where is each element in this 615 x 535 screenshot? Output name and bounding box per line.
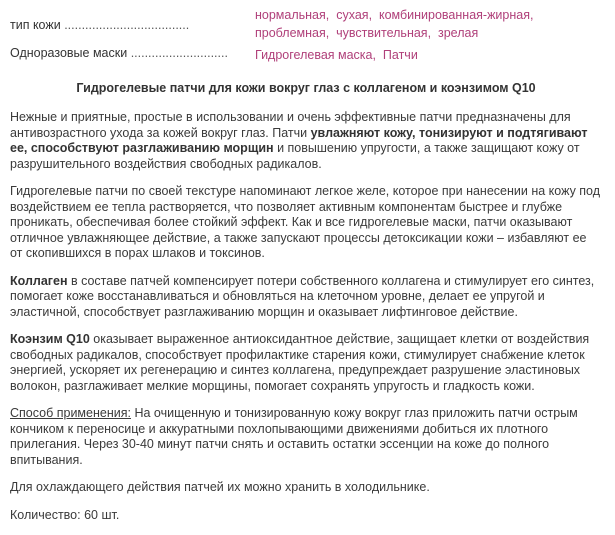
skin-type-link-dry[interactable]: сухая bbox=[336, 8, 369, 22]
skin-type-link-combination-oily[interactable]: комбинированная-жирная bbox=[378, 8, 530, 22]
skin-type-link-normal[interactable]: нормальная bbox=[255, 8, 326, 22]
property-values: Гидрогелевая маска, Патчи bbox=[255, 48, 418, 62]
texture-paragraph: Гидрогелевые патчи по своей текстуре напоминают легкое желе, которое при нанесении на кожу под воздействием ее тепла растворяется, что позволяет активным компонентам быстрее и глубже проникать, обеспечивая более стойкий эффект. Как и все гидрогелевые маски, патчи оказывают отличное увлажняющее действие, а также запускают процессы детоксикации кожи – избавляют ее от скопившихся в порах шлаков и токсинов. bbox=[10, 184, 601, 260]
mask-link-hydrogel[interactable]: Гидрогелевая маска bbox=[255, 48, 373, 62]
article-title: Гидрогелевые патчи для кожи вокруг глаз с коллагеном и коэнзимом Q10 bbox=[76, 81, 536, 95]
collagen-paragraph: Коллаген в составе патчей компенсирует потери собственного коллагена и стимулирует его синтез, помогает коже восстанавливаться и обновляться на клеточном уровне, делает ее упругой и эластичной, способствует разглаживанию морщин и оказывает лифтинговое действие. bbox=[10, 273, 595, 319]
property-values: нормальная, сухая, комбинированная-жирная, проблемная, чувствительная, зрелая bbox=[255, 8, 534, 40]
intro-paragraph: Нежные и приятные, простые в использовании и очень эффективные патчи предназначены для антивозрастного ухода за кожей вокруг глаз. Патчи увлажняют кожу, тонизируют и подтягивают ее, способствуют разглаживанию морщин и повышению упругости, а также защищают кожу от разрушительного воздействия свободных радикалов. bbox=[10, 110, 588, 171]
product-properties bbox=[0, 6, 615, 72]
storage-paragraph: Для охлаждающего действия патчей их можно хранить в холодильнике. bbox=[10, 480, 430, 494]
skin-type-link-problem[interactable]: проблемная bbox=[255, 26, 326, 40]
product-article bbox=[10, 80, 602, 535]
skin-type-link-mature[interactable]: зрелая bbox=[438, 26, 479, 40]
mask-link-patches[interactable]: Патчи bbox=[382, 48, 418, 62]
coenzyme-paragraph: Коэнзим Q10 оказывает выраженное антиоксидантное действие, защищает клетки от воздействия свободных радикалов, способствует профилактике старения кожи, стимулирует снабжение клеток энергией, ускоряет их регенерацию и синтез коллагена, предупреждает разрушение эластиновых волокон, разглаживает мелкие морщины, помогает сохранять упругость и гладкость кожи. bbox=[10, 332, 590, 393]
skin-type-link-sensitive[interactable]: чувствительная bbox=[336, 26, 428, 40]
property-disposable-masks bbox=[0, 42, 615, 72]
property-label: тип кожи .................................... bbox=[10, 18, 190, 32]
property-label: Одноразовые маски ............................ bbox=[10, 46, 228, 60]
usage-paragraph: Способ применения: На очищенную и тонизированную кожу вокруг глаз приложить патчи острым кончиком к переносице и аккуратными похлопывающими движениями добиться их плотного прилегания. Через 30-40 минут патчи снять и оставить остатки эссенции на коже до полного впитывания. bbox=[10, 406, 578, 467]
property-skin-type bbox=[0, 6, 615, 42]
quantity-text: Количество: 60 шт. bbox=[10, 507, 120, 522]
